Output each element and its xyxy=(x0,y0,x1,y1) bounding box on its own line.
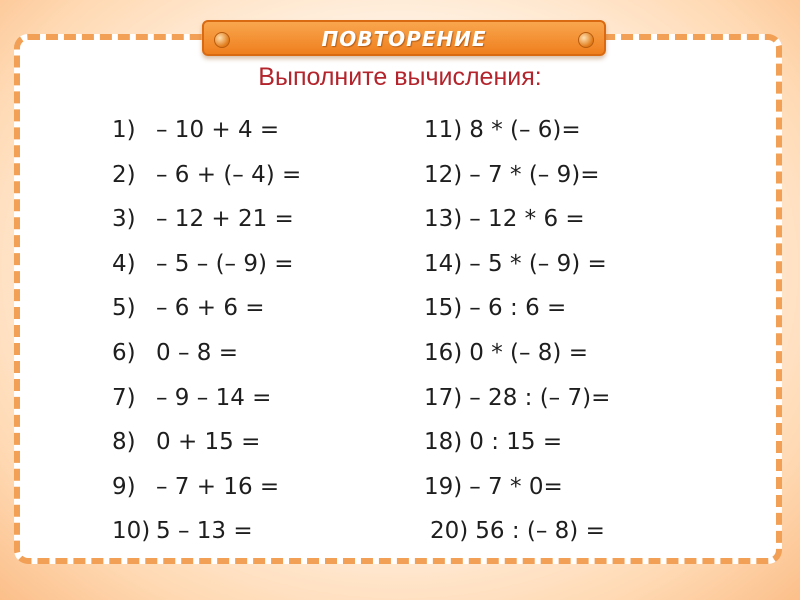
exercise-number: 6) xyxy=(112,339,136,366)
exercise-number: 1) xyxy=(112,117,136,143)
exercise-item xyxy=(112,420,301,465)
exercise-number: 12) xyxy=(424,161,463,188)
exercise-item xyxy=(424,286,610,331)
exercise-expression: – 6 + (– 4) = xyxy=(156,161,302,188)
exercise-expression: 0 – 8 = xyxy=(156,339,238,366)
exercise-expression: – 5 * (– 9) = xyxy=(469,250,607,277)
exercise-expression: – 28 : (– 7)= xyxy=(469,384,611,411)
exercise-number: 10) xyxy=(112,518,151,545)
exercise-number: 3) xyxy=(112,206,136,233)
left-exercise-column xyxy=(112,108,301,554)
exercise-item xyxy=(112,509,301,554)
exercise-item xyxy=(112,153,301,198)
exercise-expression: – 6 + 6 = xyxy=(156,295,265,322)
right-exercise-column xyxy=(424,108,610,554)
exercise-item xyxy=(424,465,610,510)
exercise-item xyxy=(112,242,301,287)
exercise-number: 8) xyxy=(112,429,136,456)
exercise-number: 19) xyxy=(424,473,463,500)
exercise-expression: – 7 * (– 9)= xyxy=(469,161,600,188)
exercise-number: 18) xyxy=(424,429,463,456)
exercise-item xyxy=(424,420,610,465)
exercise-expression: 0 : 15 = xyxy=(469,429,563,456)
exercise-expression: 0 * (– 8) = xyxy=(469,339,588,366)
exercise-number: 11) xyxy=(424,117,463,143)
exercise-expression: – 12 * 6 = xyxy=(469,206,585,233)
exercise-number: 2) xyxy=(112,161,136,188)
exercise-number: 17) xyxy=(424,384,463,411)
exercise-expression: – 7 + 16 = xyxy=(156,473,280,500)
title-banner xyxy=(202,20,606,56)
exercise-number: 16) xyxy=(424,339,463,366)
exercise-number: 5) xyxy=(112,295,136,322)
exercise-expression: – 6 : 6 = xyxy=(469,295,567,322)
exercise-number: 4) xyxy=(112,250,136,277)
exercise-expression: 5 – 13 = xyxy=(156,518,253,545)
exercise-item xyxy=(112,331,301,376)
instruction-heading: Выполните вычисления: xyxy=(258,63,542,91)
exercise-number: 13) xyxy=(424,206,463,233)
exercise-item xyxy=(424,197,610,242)
exercise-expression: – 10 + 4 = xyxy=(156,117,280,143)
exercise-item xyxy=(112,108,301,153)
exercise-expression: 56 : (– 8) = xyxy=(475,518,605,545)
exercise-expression: – 12 + 21 = xyxy=(156,206,294,233)
exercise-item xyxy=(424,242,610,287)
exercise-expression: – 5 – (– 9) = xyxy=(156,250,294,277)
exercise-expression: 8 * (– 6)= xyxy=(469,117,581,143)
banner-title: ПОВТОРЕНИЕ xyxy=(321,27,487,51)
exercise-item xyxy=(424,376,610,421)
exercise-item xyxy=(424,108,610,153)
exercise-item xyxy=(424,153,610,198)
exercise-number: 14) xyxy=(424,250,463,277)
exercise-expression: 0 + 15 = xyxy=(156,429,261,456)
exercise-number: 20) xyxy=(430,518,469,545)
exercise-item xyxy=(424,331,610,376)
banner-right-dot-icon xyxy=(578,32,594,48)
exercise-item xyxy=(112,465,301,510)
exercise-number: 15) xyxy=(424,295,463,322)
exercise-item xyxy=(424,509,610,554)
exercise-item xyxy=(112,197,301,242)
exercise-item xyxy=(112,286,301,331)
exercise-expression: – 9 – 14 = xyxy=(156,384,272,411)
exercise-item xyxy=(112,376,301,421)
exercise-expression: – 7 * 0= xyxy=(469,473,563,500)
exercise-number: 9) xyxy=(112,473,136,500)
exercise-number: 7) xyxy=(112,384,136,411)
